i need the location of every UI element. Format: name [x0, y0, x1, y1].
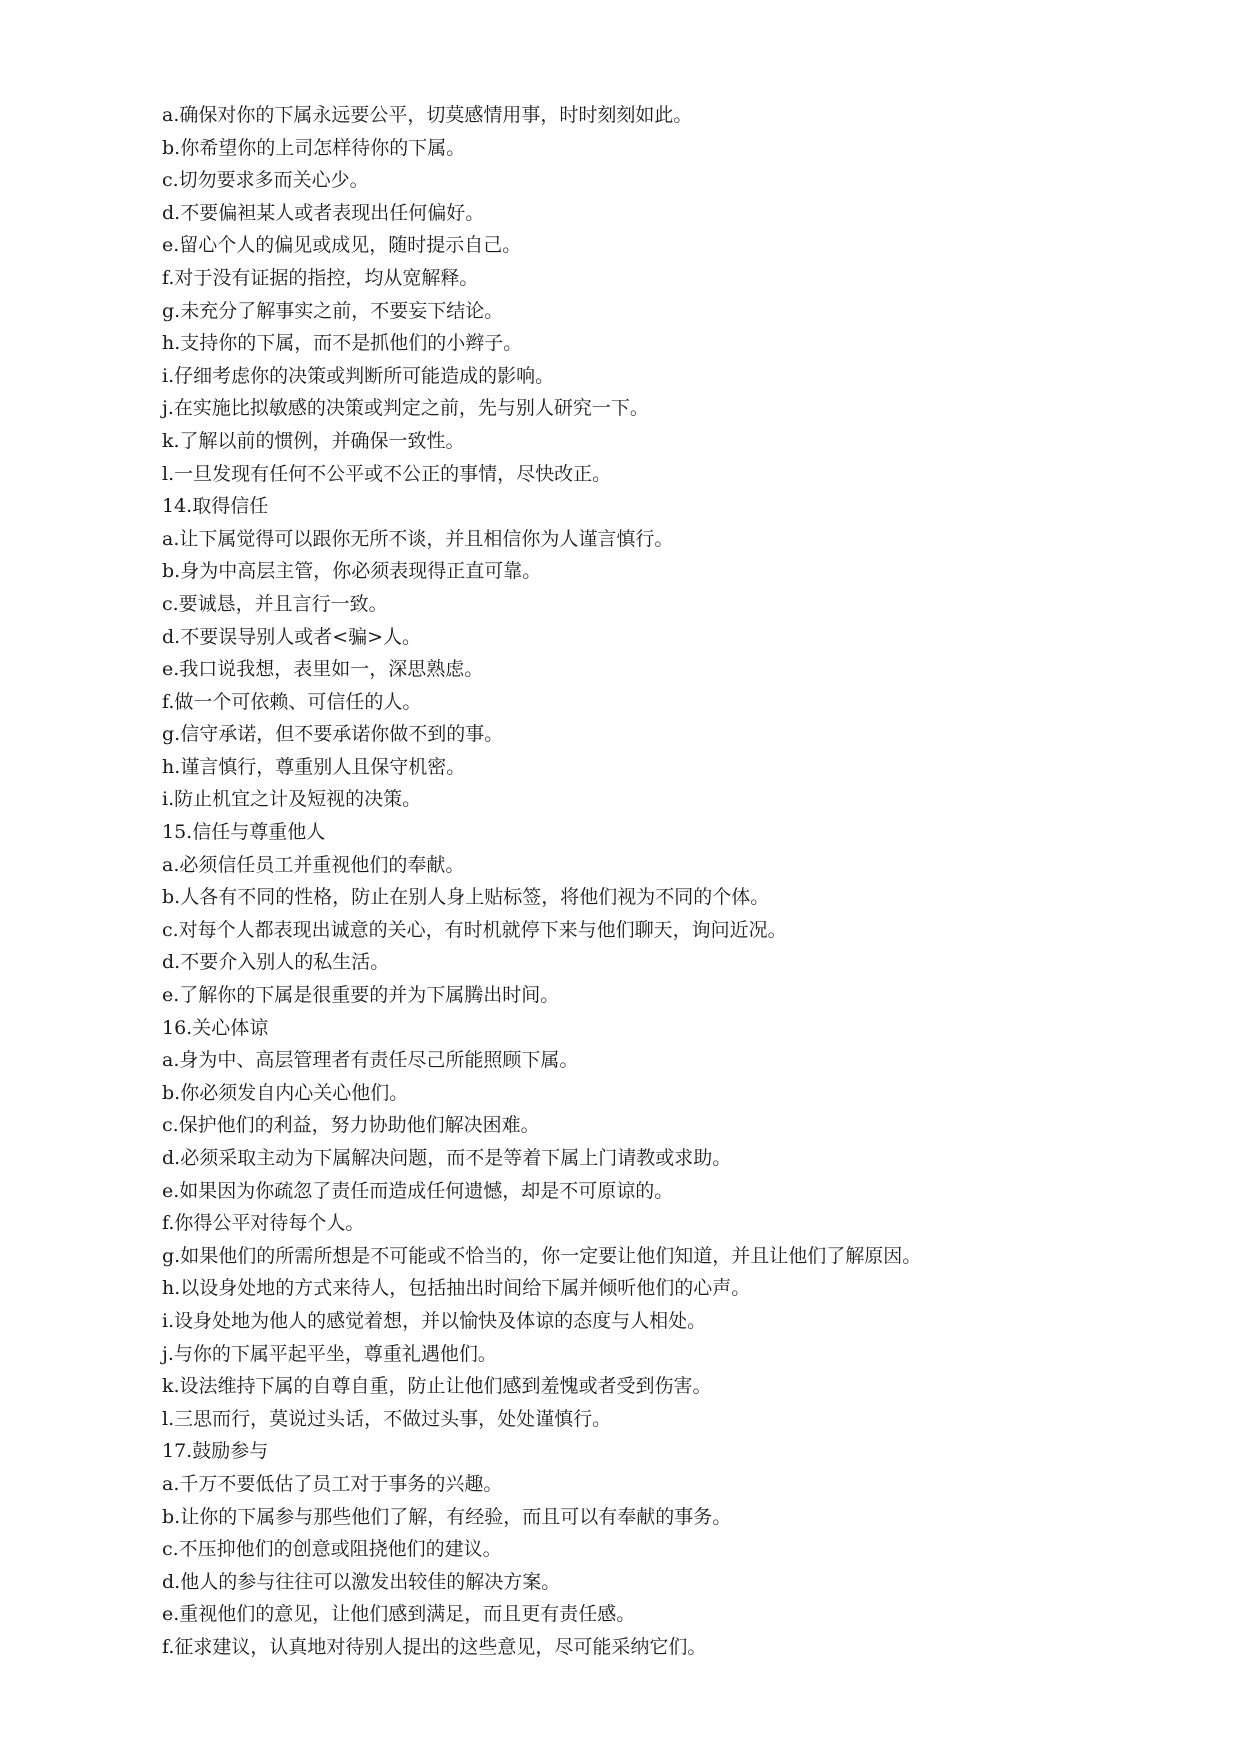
list-item: l.一旦发现有任何不公平或不公正的事情，尽快改正。 [162, 462, 612, 485]
list-item: d.不要偏袒某人或者表现出任何偏好。 [162, 201, 485, 224]
list-item: i.仔细考虑你的决策或判断所可能造成的影响。 [162, 364, 555, 387]
list-item: a.身为中、高层管理者有责任尽己所能照顾下属。 [162, 1049, 579, 1072]
list-item: g.如果他们的所需所想是不可能或不恰当的，你一定要让他们知道，并且让他们了解原因。 [162, 1244, 922, 1267]
list-item: d.必须采取主动为下属解决问题，而不是等着下属上门请教或求助。 [162, 1147, 732, 1169]
list-item: a.必须信任员工并重视他们的奉献。 [162, 853, 465, 876]
section-heading: 17.鼓励参与 [162, 1440, 269, 1463]
list-item: c.切勿要求多而关心少。 [162, 169, 369, 192]
list-item: b.身为中高层主管，你必须表现得正直可靠。 [162, 560, 542, 583]
list-item: e.如果因为你疏忽了责任而造成任何遗憾，却是不可原谅的。 [162, 1179, 674, 1202]
list-item: c.对每个人都表现出诚意的关心，有时机就停下来与他们聊天，询问近况。 [162, 918, 787, 941]
list-item: h.谨言慎行，尊重别人且保守机密。 [162, 755, 466, 778]
list-item: f.对于没有证据的指控，均从宽解释。 [162, 266, 479, 289]
list-item: a.让下属觉得可以跟你无所不谈，并且相信你为人谨言慎行。 [162, 527, 674, 550]
list-item: i.设身处地为他人的感觉着想，并以愉快及体谅的态度与人相处。 [162, 1309, 707, 1332]
list-item: b.你必须发自内心关心他们。 [162, 1081, 409, 1104]
list-item: d.不要介入别人的私生活。 [162, 951, 390, 974]
list-item: e.重视他们的意见，让他们感到满足，而且更有责任感。 [162, 1603, 636, 1626]
list-item: f.做一个可依赖、可信任的人。 [162, 690, 422, 713]
list-item: d.不要误导别人或者<骗>人。 [162, 625, 422, 648]
document-body [162, 99, 1162, 1664]
list-item: i.防止机宜之计及短视的决策。 [162, 788, 422, 811]
section-heading: 15.信任与尊重他人 [162, 821, 326, 844]
list-item: j.在实施比拟敏感的决策或判定之前，先与别人研究一下。 [162, 397, 649, 420]
list-item: h.支持你的下属，而不是抓他们的小辫子。 [162, 332, 523, 355]
list-item: c.不压抑他们的创意或阻挠他们的建议。 [162, 1538, 502, 1561]
list-item: e.了解你的下属是很重要的并为下属腾出时间。 [162, 984, 560, 1007]
list-item: k.设法维持下属的自尊自重，防止让他们感到羞愧或者受到伤害。 [162, 1375, 712, 1398]
list-item: j.与你的下属平起平坐，尊重礼遇他们。 [162, 1342, 497, 1365]
list-item: a.千万不要低估了员工对于事务的兴趣。 [162, 1472, 503, 1495]
list-item: k.了解以前的惯例，并确保一致性。 [162, 429, 465, 452]
section-heading: 14.取得信任 [162, 495, 269, 518]
list-item: f.征求建议，认真地对待别人提出的这些意见，尽可能采纳它们。 [162, 1635, 707, 1658]
list-item: c.要诚恳，并且言行一致。 [162, 592, 388, 615]
list-item: l.三思而行，莫说过头话，不做过头事，处处谨慎行。 [162, 1407, 612, 1430]
list-item: b.你希望你的上司怎样待你的下属。 [162, 136, 466, 159]
list-item: e.留心个人的偏见或成见，随时提示自己。 [162, 234, 522, 257]
section-heading: 16.关心体谅 [162, 1016, 269, 1039]
list-item: b.让你的下属参与那些他们了解，有经验，而且可以有奉献的事务。 [162, 1505, 732, 1528]
list-item: g.未充分了解事实之前，不要妄下结论。 [162, 299, 504, 322]
list-item: e.我口说我想，表里如一，深思熟虑。 [162, 658, 484, 681]
list-item: h.以设身处地的方式来待人，包括抽出时间给下属并倾听他们的心声。 [162, 1277, 751, 1300]
list-item: g.信守承诺，但不要承诺你做不到的事。 [162, 723, 504, 746]
list-item: f.你得公平对待每个人。 [162, 1212, 365, 1235]
list-item: c.保护他们的利益，努力协助他们解决困难。 [162, 1114, 540, 1137]
list-item: a.确保对你的下属永远要公平，切莫感情用事，时时刻刻如此。 [162, 104, 693, 126]
list-item: b.人各有不同的性格，防止在别人身上贴标签，将他们视为不同的个体。 [162, 886, 770, 909]
list-item: d.他人的参与往往可以激发出较佳的解决方案。 [162, 1570, 561, 1593]
